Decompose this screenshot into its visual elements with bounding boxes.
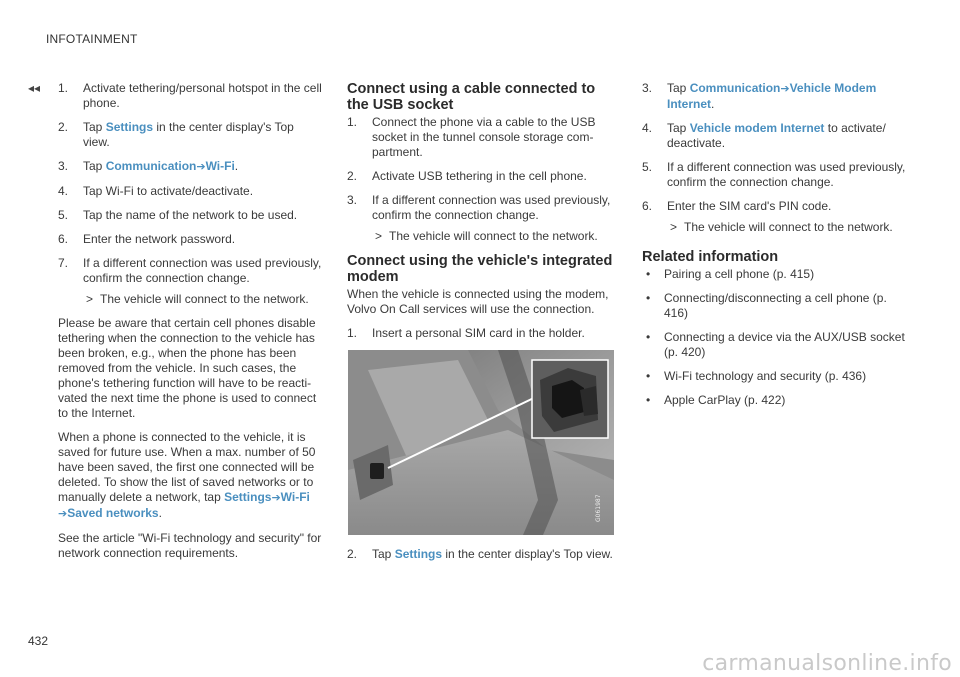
modem-step-6: 6. Enter the SIM card's PIN code. [642, 199, 832, 213]
modem-step-5: 5. If a different connection was used previously, confirm the connection change. [642, 160, 906, 189]
modem-step-result: > The vehicle will connect to the network. [670, 220, 893, 234]
modem-heading: Connect using the vehicle's integrated modem [347, 253, 613, 285]
modem-step-2: 2. Tap Settings in the center display's Top view. [347, 547, 613, 561]
step-2: 2. Tap Settings in the center display's Top view. [58, 120, 294, 149]
step-1: 1. Activate tethering/personal hotspot in the cell phone. [58, 81, 322, 110]
modem-step-4: 4. Tap Vehicle modem Internet to activate/ deactivate. [642, 121, 886, 150]
usb-step-result: > The vehicle will connect to the network. [375, 229, 598, 243]
section-header: INFOTAINMENT [46, 32, 138, 46]
arrow-right-icon: ➔ [58, 508, 68, 520]
saved-networks-note: When a phone is connected to the vehicle, it is saved for future use. When a max. number of 50 have been saved, the first one connected will be deleted. To show the list of saved networks or to manually delete a network, tap Settings➔Wi-Fi ➔Saved networks. [58, 430, 316, 520]
step-5: 5. Tap the name of the network to be used. [58, 208, 298, 222]
step-6: 6. Enter the network password. [58, 232, 236, 246]
step-4: 4. Tap Wi-Fi to activate/deactivate. [58, 184, 254, 198]
arrow-right-icon: ➔ [196, 161, 206, 173]
column-2 [347, 81, 615, 571]
modem-step-1: 1. Insert a personal SIM card in the holder. [347, 326, 585, 340]
related-link[interactable]: • Apple CarPlay (p. 422) [646, 393, 786, 407]
column-3 [642, 81, 912, 417]
settings-key: Settings [105, 120, 154, 134]
usb-step-2: 2. Activate USB tethering in the cell phone. [347, 169, 587, 183]
wifi-reference-note: See the article "Wi-Fi technology and security" for network connection requirements. [58, 531, 322, 560]
usb-step-3: 3. If a different connection was used previously, confirm the connection change. [347, 193, 611, 222]
column-1 [58, 81, 323, 570]
related-link[interactable]: • Pairing a cell phone (p. 415) [646, 267, 815, 281]
related-link[interactable]: • Connecting/disconnecting a cell phone (p. 416) [646, 291, 887, 320]
page-number: 432 [28, 634, 49, 648]
step-result: > The vehicle will connect to the network. [86, 292, 309, 306]
sim-holder-photo [348, 350, 614, 535]
watermark: carmanualsonline.info [702, 651, 952, 676]
step-3: 3. Tap Communication➔Wi-Fi. [58, 159, 239, 173]
usb-step-1: 1. Connect the phone via a cable to the USB socket in the tunnel console storage com-partment. [347, 115, 596, 159]
tethering-note: Please be aware that certain cell phones disable tethering when the connection to the vehicle has been broken, e.g., when the phone has been removed from the vehicle. In such cases, the phone's tethering function will have to be reacti-vated the next time the phone is used to connect to the Internet. [58, 316, 317, 420]
step-7: 7. If a different connection was used previously, confirm the connection change. [58, 256, 322, 285]
cargo-area-illustration [348, 350, 614, 535]
related-link[interactable]: • Connecting a device via the AUX/USB socket (p. 420) [646, 330, 905, 359]
usb-heading: Connect using a cable connected to the USB socket [347, 81, 596, 113]
related-link[interactable]: • Wi-Fi technology and security (p. 436) [646, 369, 867, 383]
image-code: G061987 [595, 494, 602, 522]
arrow-right-icon: ➔ [271, 492, 281, 504]
modem-intro: When the vehicle is connected using the modem, Volvo On Call services will use the connection. [347, 287, 609, 316]
arrow-right-icon: ➔ [780, 83, 790, 95]
modem-step-3: 3. Tap Communication➔Vehicle Modem Internet. [642, 81, 877, 111]
related-info-heading: Related information [642, 249, 779, 265]
back-arrows-icon[interactable]: ◂◂ [28, 81, 41, 95]
